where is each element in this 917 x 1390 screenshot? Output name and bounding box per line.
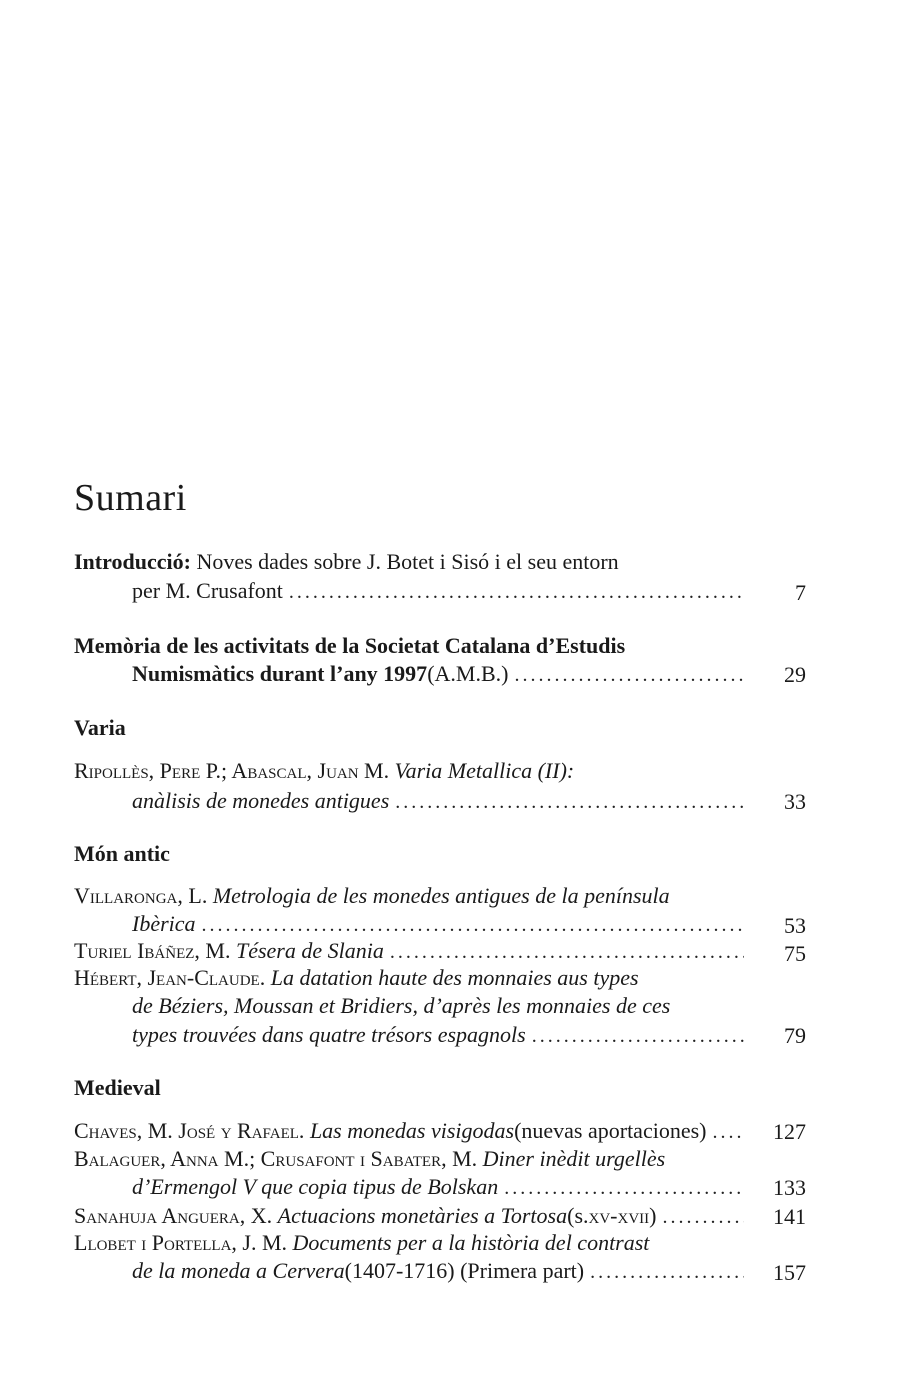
page-number: 7 [795, 580, 806, 605]
entry-title: types trouvées dans quatre trésors espagnols [132, 1022, 526, 1047]
toc-entry-hebert-line3 [132, 1021, 748, 1050]
entry-author: Balaguer, Anna M.; Crusafont i Sabater, M. [74, 1146, 478, 1171]
entry-author: Villaronga, L. [74, 883, 208, 908]
entry-title: Documents per a la història del contrast [292, 1230, 650, 1255]
entry-title: anàlisis de monedes antigues [132, 788, 390, 813]
page-title: Sumari [74, 477, 187, 519]
entry-title: Ibèrica [132, 911, 196, 936]
toc-entry-hebert-line1 [74, 964, 639, 992]
toc-entry-villaronga-line1 [74, 882, 670, 910]
entry-lead-text: Noves dades sobre J. Botet i Sisó i el seu entorn [190, 549, 619, 574]
entry-title-rest: (nuevas aportaciones) [514, 1118, 707, 1143]
page-number: 127 [773, 1119, 806, 1144]
page-number: 141 [773, 1204, 806, 1229]
entry-title-rest: (A.M.B.) [427, 661, 509, 686]
toc-entry-hebert-line2: de Béziers, Moussan et Bridiers, d’après les monnaies de ces [132, 993, 671, 1018]
dot-leader [590, 1258, 744, 1286]
section-heading-mon-antic: Món antic [74, 841, 170, 866]
dot-leader [395, 788, 744, 816]
dot-leader [504, 1174, 744, 1202]
entry-title: Las monedas visigodas [309, 1118, 515, 1143]
entry-author: per M. Crusafont [132, 578, 283, 603]
entry-century: xv-xvii [588, 1203, 650, 1228]
dot-leader [390, 938, 744, 966]
toc-entry-introduccio-line2 [132, 577, 748, 606]
toc-entry-chaves [74, 1117, 748, 1146]
entry-title-rest: ) [649, 1203, 657, 1228]
section-heading-medieval: Medieval [74, 1075, 161, 1100]
toc-entry-villaronga-line2 [132, 910, 748, 939]
page-number: 29 [784, 662, 806, 687]
dot-leader [712, 1118, 744, 1146]
entry-author: Chaves, M. José y Rafael. [74, 1118, 305, 1143]
toc-entry-llobet-line2 [132, 1257, 748, 1286]
toc-entry-introduccio-line1 [74, 548, 619, 576]
dot-leader [202, 911, 744, 939]
toc-entry-memoria-line2 [132, 660, 748, 689]
toc-entry-sanahuja [74, 1202, 748, 1231]
dot-leader [532, 1022, 744, 1050]
entry-title-bold: Numismàtics durant l’any 1997 [132, 661, 428, 686]
entry-title: Actuacions monetàries a Tortosa [277, 1203, 568, 1228]
entry-author: Sanahuja Anguera, X. [74, 1203, 273, 1228]
toc-entry-balaguer-line1 [74, 1145, 665, 1173]
section-heading-varia: Varia [74, 715, 126, 740]
dot-leader [514, 661, 744, 689]
entry-title: de la moneda a Cervera [132, 1258, 345, 1283]
page-number: 79 [784, 1023, 806, 1048]
entry-title: Varia Metallica (II): [394, 758, 575, 783]
page-number: 53 [784, 913, 806, 938]
entry-lead-bold: Introducció: [74, 549, 191, 574]
entry-title: d’Ermengol V que copia tipus de Bolskan [132, 1174, 499, 1199]
entry-title: La datation haute des monnaies aus types [270, 965, 639, 990]
page-number: 75 [784, 941, 806, 966]
page-number: 133 [773, 1175, 806, 1200]
toc-entry-balaguer-line2 [132, 1173, 748, 1202]
dot-leader [663, 1203, 745, 1231]
toc-entry-ripolles-line1 [74, 757, 574, 785]
entry-title: Tésera de Slania [235, 938, 384, 963]
toc-entry-llobet-line1 [74, 1229, 649, 1257]
dot-leader [289, 578, 744, 606]
toc-entry-turiel [74, 937, 748, 966]
entry-author: Ripollès, Pere P.; Abascal, Juan M. [74, 758, 390, 783]
entry-title: Diner inèdit urgellès [482, 1146, 666, 1171]
page-number: 157 [773, 1260, 806, 1285]
page-number: 33 [784, 789, 806, 814]
entry-author: Turiel Ibáñez, M. [74, 938, 231, 963]
toc-entry-memoria-line1: Memòria de les activitats de la Societat Catalana d’Estudis [74, 633, 626, 658]
entry-author: Llobet i Portella, J. M. [74, 1230, 288, 1255]
entry-author: Hébert, Jean-Claude. [74, 965, 266, 990]
entry-title-rest: (s. [567, 1203, 589, 1228]
toc-entry-ripolles-line2 [132, 787, 748, 816]
entry-title: Metrologia de les monedes antigues de la península [212, 883, 670, 908]
entry-title-rest: (1407-1716) (Primera part) [344, 1258, 585, 1283]
